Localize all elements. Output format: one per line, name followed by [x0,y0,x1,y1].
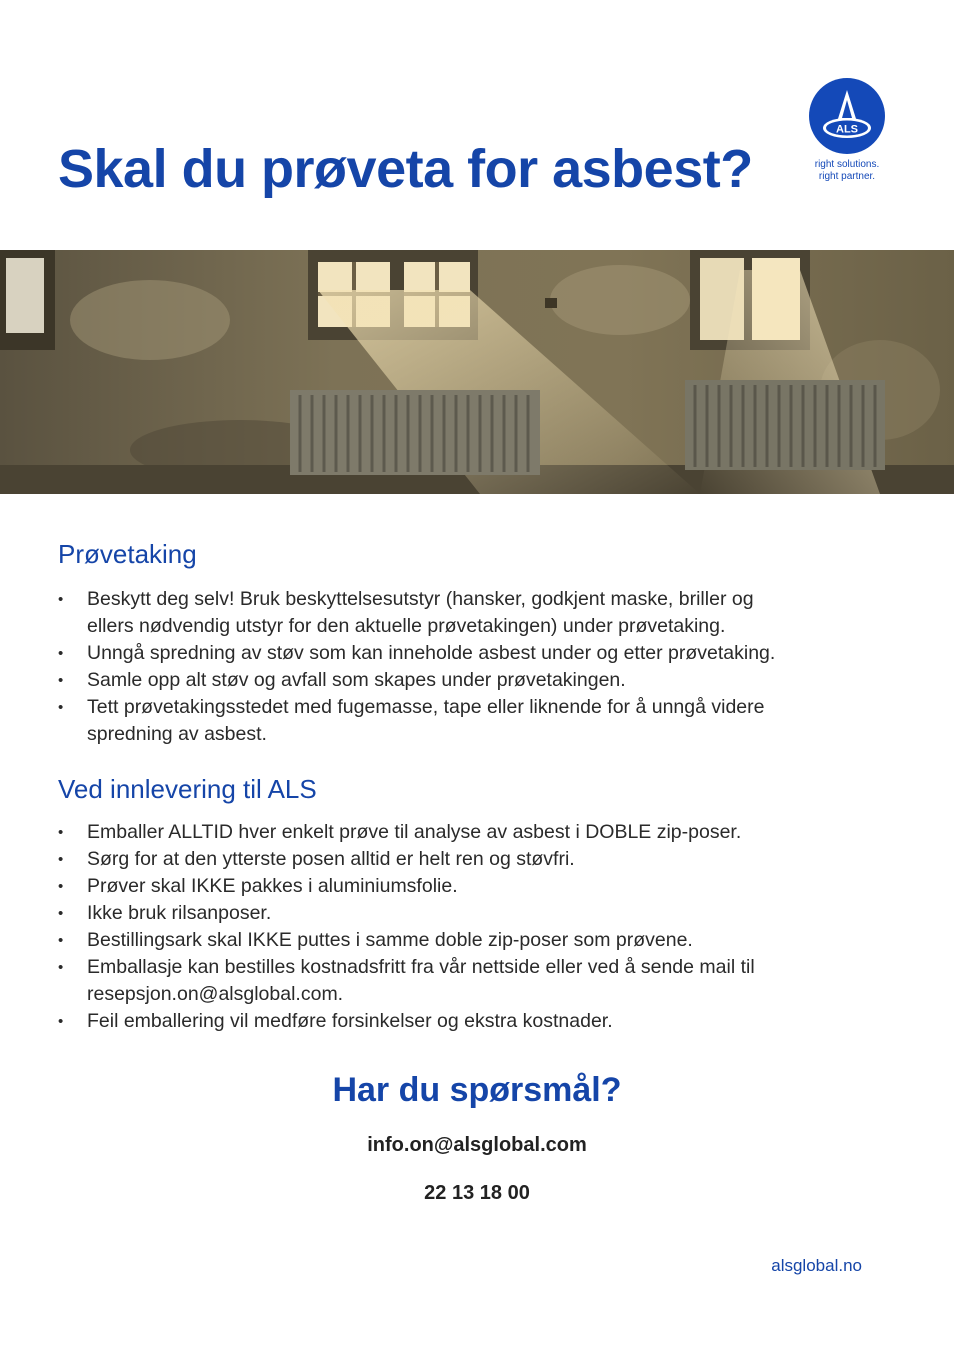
page-title: Skal du prøveta for asbest? [58,139,753,199]
contact-phone: 22 13 18 00 [424,1182,530,1204]
logo-tagline-line1: right solutions. [814,159,880,170]
als-logo-mark [809,78,885,154]
provetaking-list [58,586,898,748]
section-heading-innlevering: Ved innlevering til ALS [58,774,317,804]
logo-brand-text: ALS [836,123,858,136]
list-item: • Unngå spredning av støv som kan inneholde asbest under og etter prøvetaking. [58,640,898,667]
contact-heading: Har du spørsmål? [332,1071,622,1109]
list-item: • Samle opp alt støv og avfall som skapes under prøvetakingen. [58,667,898,694]
innlevering-list [58,819,898,1035]
contact-email[interactable]: info.on@alsglobal.com [367,1134,587,1156]
list-item: • Tett prøvetakingsstedet med fugemasse, tape eller liknende for å unngå videre spredning av asbest. [58,694,898,748]
section-heading-provetaking: Prøvetaking [58,539,197,569]
logo-tagline [806,159,888,183]
list-item: • Emballer ALLTID hver enkelt prøve til analyse av asbest i DOBLE zip-poser. [58,819,898,846]
list-item: • Prøver skal IKKE pakkes i aluminiumsfolie. [58,873,898,900]
list-item: • Feil emballering vil medføre forsinkelser og ekstra kostnader. [58,1008,898,1035]
list-item: • Beskytt deg selv! Bruk beskyttelsesutstyr (hansker, godkjent maske, briller og ellers nødvendig utstyr for den aktuelle prøvetakingen) under prøvetaking. [58,586,898,640]
website-link[interactable]: alsglobal.no [771,1256,862,1275]
list-item: • Bestillingsark skal IKKE puttes i samme doble zip-poser som prøvene. [58,927,898,954]
list-item: • Sørg for at den ytterste posen alltid er helt ren og støvfri. [58,846,898,873]
list-item: • Ikke bruk rilsanposer. [58,900,898,927]
logo-tagline-line2: right partner. [818,171,876,182]
list-item: • Emballasje kan bestilles kostnadsfritt fra vår nettside eller ved å sende mail til resepsjon.on@alsglobal.com. [58,954,898,1008]
hero-photo [0,250,954,494]
